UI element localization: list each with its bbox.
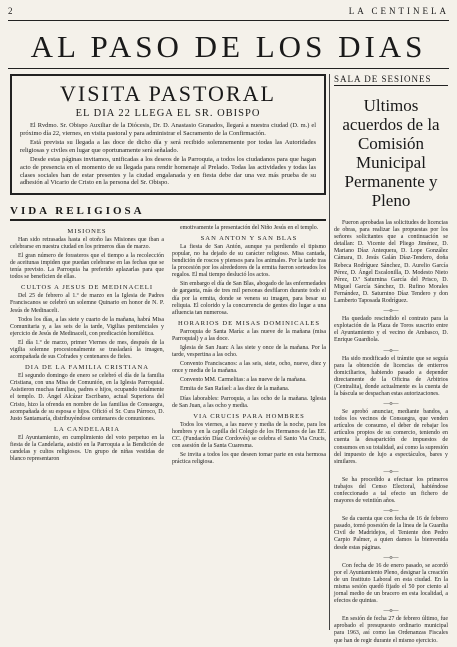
sala-item: Se aprobó anunciar, mediante bandos, a todos los vecinos de Consuegra, que venden artículos de consumo, el deber de rebajar los artículos propios de su comercio, teniendo en cuenta la desaparición de impuestos de consumos en su totalidad, así como la supresión del impuesto de lujo a espectáculos, bares y similares. xyxy=(334,409,448,465)
sala-header: SALA DE SESIONES xyxy=(334,74,448,86)
article-paragraph: El día 1.º de marzo, primer Viernes de mes, después de la vigilia solemne procesionalmente se trasladará la imagen, acompañada de sus Cofrades y centenares de fieles. xyxy=(10,339,164,361)
vida-columns xyxy=(10,225,326,469)
sala-body xyxy=(334,220,448,645)
article-paragraph: Días laborables: Parroquia, a las ocho de la mañana. Iglesia de San Juan, a las ocho y media. xyxy=(172,395,326,409)
article-paragraph: La fiesta de San Antón, aunque ya perdiendo el tipismo popular, no ha dejado de su carácter religioso. Misa cantada, bendición de roscos y piensos para los animales. Por la tarde tras la procesión por los alrededores de la ermita fueron sorteados los regalos. El mal tiempo deslució los actos. xyxy=(172,243,326,279)
section-heading: DIA DE LA FAMILIA CRISTIANA xyxy=(25,364,149,372)
separator: —o— xyxy=(383,347,399,354)
visit-body xyxy=(20,122,316,187)
article-paragraph: El gran número de forasteros que el tiempo a la recolección de aceitunas impiden que puedan celebrarse en las fechas que se tenía previsto. La Parroquia ha preferido aplazarlas para que todos se beneficien de ellas. xyxy=(10,252,164,281)
vida-title: VIDA RELIGIOSA xyxy=(10,204,145,217)
sala-item: En sesión de fecha 27 de febrero último, fue aprobado el presupuesto ordinario municipal para 1963, así como las Ordenanzas Fiscales que han de regir durante el mismo ejercicio. xyxy=(334,616,448,644)
sala-item: Ha quedado rescindido el contrato para la explotación de la Plaza de Toros suscrito entre el Ayuntamiento y el vecino de Ambasco, D. Enrique Guardiola. xyxy=(334,316,448,344)
left-section xyxy=(10,74,326,468)
visit-paragraph: El Rvdmo. Sr. Obispo Auxiliar de la Diócesis, Dr. D. Anastasio Granados, llegará a nuestra ciudad (D. m.) el próximo día 22, viernes, en visita pastoral y para administrar el Sacramento de la Confirmación. xyxy=(20,122,316,137)
page-headline: AL PASO DE LOS DIAS xyxy=(30,29,427,64)
headline-rule xyxy=(8,68,449,69)
section-heading: SAN ANTON Y SAN BLAS xyxy=(200,234,298,242)
section-heading: HORARIOS DE MISAS DOMINICALES xyxy=(177,319,321,327)
visit-subtitle: EL DIA 22 LLEGA EL SR. OBISPO xyxy=(75,108,261,119)
sala-title: Ultimos acuerdos de la Comisión Municipal Permanente y Pleno xyxy=(342,96,440,210)
visit-paragraph: Desde estas páginas invitamos, unificadas a los deseos de la Parroquia, a todos los ciudadanos para que hagan acto de presencia en el momento de su llegada para rendir homenaje al Prelado. Todas las actividades y todas las clases sociales han de estar presentes y la ciudad engalanada y en fiesta debe dar una vez más prueba de su adhesión al Vicario de Cristo en la persona del Sr. Obispo. xyxy=(20,156,316,187)
vida-column-1 xyxy=(10,225,164,469)
separator: —o— xyxy=(383,468,399,475)
separator: —o— xyxy=(383,308,399,315)
vida-column-2 xyxy=(172,225,326,469)
article-paragraph: Convento Franciscanos: a las seis, siete, ocho, nueve, diez y once y media de la mañana. xyxy=(172,361,326,375)
sala-item: Se da cuenta que con fecha de 16 de febrero pasado, tomó posesión de la linea de la Guardia Civil de Madridejos, el Teniente don Pedro Carpio Palmer, a quien damos la bienvenida desde estas páginas. xyxy=(334,516,448,551)
article-paragraph: Todos los viernes, a las nueve y media de la noche, para los hombres y en la capilla del Colegio de los Hermanos de las EE. CC. (Fundación Díaz Cordovés) se celebra el Santo Via Crucis, con asesión de la Santa Cuaresma. xyxy=(172,421,326,449)
sala-item: Ha sido modificado el trámite que se seguía para la obtención de licencias de entierros domiciliarios, habiendo pasado a depender directamente de la Oficina de Arbitrios (Centralita), donde actualmente es la cuenta de la báscula se despachan estas autorizaciones. xyxy=(334,355,448,397)
article-paragraph: Del 25 de febrero al 1.º de marzo en la Iglesia de Padres Franciscanos se celebró un solemne Quinario en honor de N. P. Jesús de Medinaceli. xyxy=(10,293,164,314)
visit-title: VISITA PASTORAL xyxy=(60,81,276,106)
article-paragraph: Se invita a todos los que deseen tomar parte en esta hermosa práctica religiosa. xyxy=(172,452,326,466)
sala-item: Fueron aprobadas las solicitudes de licencias de obras, para realizar las propuestas por los señores solicitantes que a continuación se detallan: D. Vicente del Pliego Jiménez, D. Mariano Díaz Antequera, D. Lope González Cámara, D. Jesús Galán Díaz-Tendero, doña Rebeca Rodríguez Sánchez, D. Aurelio García Pérez, D. Ángel Escalonilla, D. Modesto Nieto Pérez, D.ª Saturnina García del Prisco, D. Miguel García Sánchez, D. Rufino Morales Fernández, D. Saturnino Díaz Tendero y don Lamberto Taposada Rodríguez. xyxy=(334,220,448,305)
sala-item: Se ha procedido a efectuar los primeros trabajos del Censo Electoral, habiéndose confeccionado a tal efecto un fichero de mayores de veintiún años. xyxy=(334,476,448,505)
newspaper-name: LA CENTINELA xyxy=(348,6,449,16)
column-divider xyxy=(329,74,330,630)
separator: —o— xyxy=(383,554,399,561)
page-number: 2 xyxy=(8,6,13,16)
right-section xyxy=(334,74,448,647)
article-paragraph: emotivamente la presentación del Niño Jesús en el templo. xyxy=(180,224,319,231)
top-rule xyxy=(8,20,449,21)
article-paragraph: El segundo domingo de enero se celebró el día de la familia Cristiana, con una Misa de Comunión, en la Iglesia Parroquial. Asistieron muchas familias, padres e hijos, ocupando totalmente el templo. D. Ángel Alcázar Escribano, actual Superiora del Cristo, hizo la ofrenda en nombre de las familias de Consuegra, acompañada de su esposa e hijos. Ofició el Sr. Cura Párroco, D. Justo Santamaría, distribuyéndose centenares de comuniones. xyxy=(10,373,164,422)
separator: —o— xyxy=(383,401,399,408)
article-paragraph: Han sido retrasadas hasta el otoño las Misiones que iban a celebrarse en nuestra ciudad en los primeros días de marzo. xyxy=(10,236,164,250)
vida-rule xyxy=(10,219,326,221)
separator: —o— xyxy=(383,608,399,615)
article-paragraph: El Ayuntamiento, en cumplimiento del voto perpetuo en la fiesta de la Candelaria, asistió en la Parroquia a la Bendición de candelas y cultos religiosos. Un grupo de niñas vestidas de blanco representaron xyxy=(10,434,164,463)
section-heading: VIA CRUCIS PARA HOMBRES xyxy=(193,412,305,420)
sala-item: Con fecha de 16 de enero pasado, se acordó por el Ayuntamiento Pleno, designar la creación de un Instituto Laboral en esta ciudad. En la misma sesión quedó fijado el 50 por ciento al jornal medio de un bracero en esta localidad, a efectos de quintas. xyxy=(334,562,448,605)
article-paragraph: Ermita de San Rafael: a las diez de la mañana. xyxy=(180,386,290,393)
article-paragraph: Todos los días, a las siete y cuarto de la mañana, habrá Misa Comunitaria y, a las seis de la tarde, Vigilias penitenciales y ejercicio de Jesús de Medinaceli, con predicación homilética. xyxy=(10,316,164,337)
visit-box xyxy=(10,74,326,195)
visit-paragraph: Está prevista su llegada a las doce de dicho día y será recibido solemnemente por todas las Autoridades religiosas y civiles en lugar que oportunamente será señalado. xyxy=(20,139,316,154)
section-heading: MISIONES xyxy=(67,227,107,235)
section-heading: LA CANDELARIA xyxy=(54,425,120,433)
section-heading: CULTOS A JESUS DE MEDINACELI xyxy=(20,284,154,292)
article-paragraph: Iglesia de San Juan: A las siete y once de la mañana. Por la tarde, vespertina a las ocho. xyxy=(172,344,326,359)
article-paragraph: Convento MM. Carmelitas: a las nueve de la mañana. xyxy=(180,377,307,384)
top-line xyxy=(8,6,449,18)
article-paragraph: Sin embargo el día de San Blas, abogado de las enfermedades de garganta, más de tres mil personas desfilaron durante todo el día por la ermita, donde se venera su imagen, para besar su reliquia. El colorido y la concurrencia de gentes dio lugar a una afluencia tan numerosa. xyxy=(172,281,326,316)
article-paragraph: Parroquia de Santa María: a las nueve de la mañana (misa Parroquial) y a las doce. xyxy=(172,328,326,342)
separator: —o— xyxy=(383,508,399,515)
